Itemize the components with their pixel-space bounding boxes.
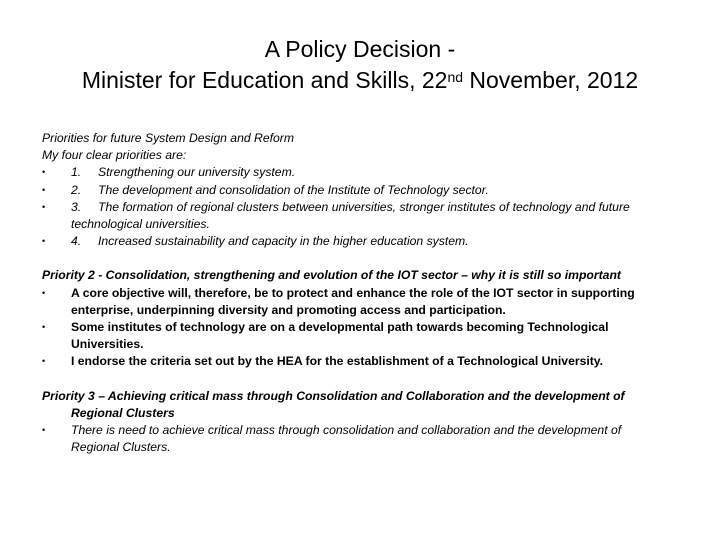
section2-list-item: • I endorse the criteria set out by the HEA for the establishment of a Technological University. (42, 353, 682, 370)
priority-text-continuation: technological universities. (71, 217, 210, 232)
priority-list-item (42, 182, 682, 199)
section3-heading-continuation: Regional Clusters (71, 405, 175, 420)
section1-heading: Priorities for future System Design and Reform (42, 131, 294, 145)
section2-list-item: • A core objective will, therefore, be to protect and enhance the role of the IOT sector in supporting (42, 285, 682, 302)
priority-list-item (42, 199, 682, 216)
title-text-pre: Minister for Education and Skills, 22 (81, 67, 448, 93)
priority-text: Strengthening our university system. (98, 165, 296, 180)
priority-text: Increased sustainability and capacity in the higher education system. (98, 234, 469, 249)
section2-item-continuation: Universities. (71, 337, 144, 352)
priority-number: 4. (71, 234, 82, 249)
slide-title-line-2 (82, 67, 638, 93)
section3-item-continuation: Regional Clusters. (71, 440, 171, 455)
priority-text: The development and consolidation of the Institute of Technology sector. (98, 182, 489, 197)
slide-title (0, 34, 720, 96)
priority-number: 1. (71, 165, 82, 180)
section3-heading: Priority 3 – Achieving critical mass through Consolidation and Collaboration and the development of (42, 388, 625, 403)
priority-number: 2. (71, 182, 82, 197)
section1-intro: My four clear priorities are: (42, 148, 187, 163)
priority-number: 3. (71, 199, 82, 214)
title-ordinal-suffix: nd (447, 69, 464, 85)
section-spacer (42, 371, 682, 388)
priority-list-item (42, 233, 682, 250)
section2-item-continuation: enterprise, underpinning diversity and promoting access and participation. (71, 302, 506, 317)
section-spacer (42, 250, 682, 267)
slide-body (42, 130, 682, 456)
title-text-post: November, 2012 (463, 67, 639, 93)
section3-list-item: • There is need to achieve critical mass through consolidation and collaboration and the development of (42, 422, 682, 439)
priority-text: The formation of regional clusters between universities, stronger institutes of technology and future (98, 199, 630, 214)
slide-title-line-1: A Policy Decision - (264, 36, 456, 62)
section2-list-item: • Some institutes of technology are on a developmental path towards becoming Technological (42, 319, 682, 336)
section2-heading: Priority 2 - Consolidation, strengthening and evolution of the IOT sector – why it is still so important (42, 268, 621, 283)
priority-list-item (42, 164, 682, 181)
